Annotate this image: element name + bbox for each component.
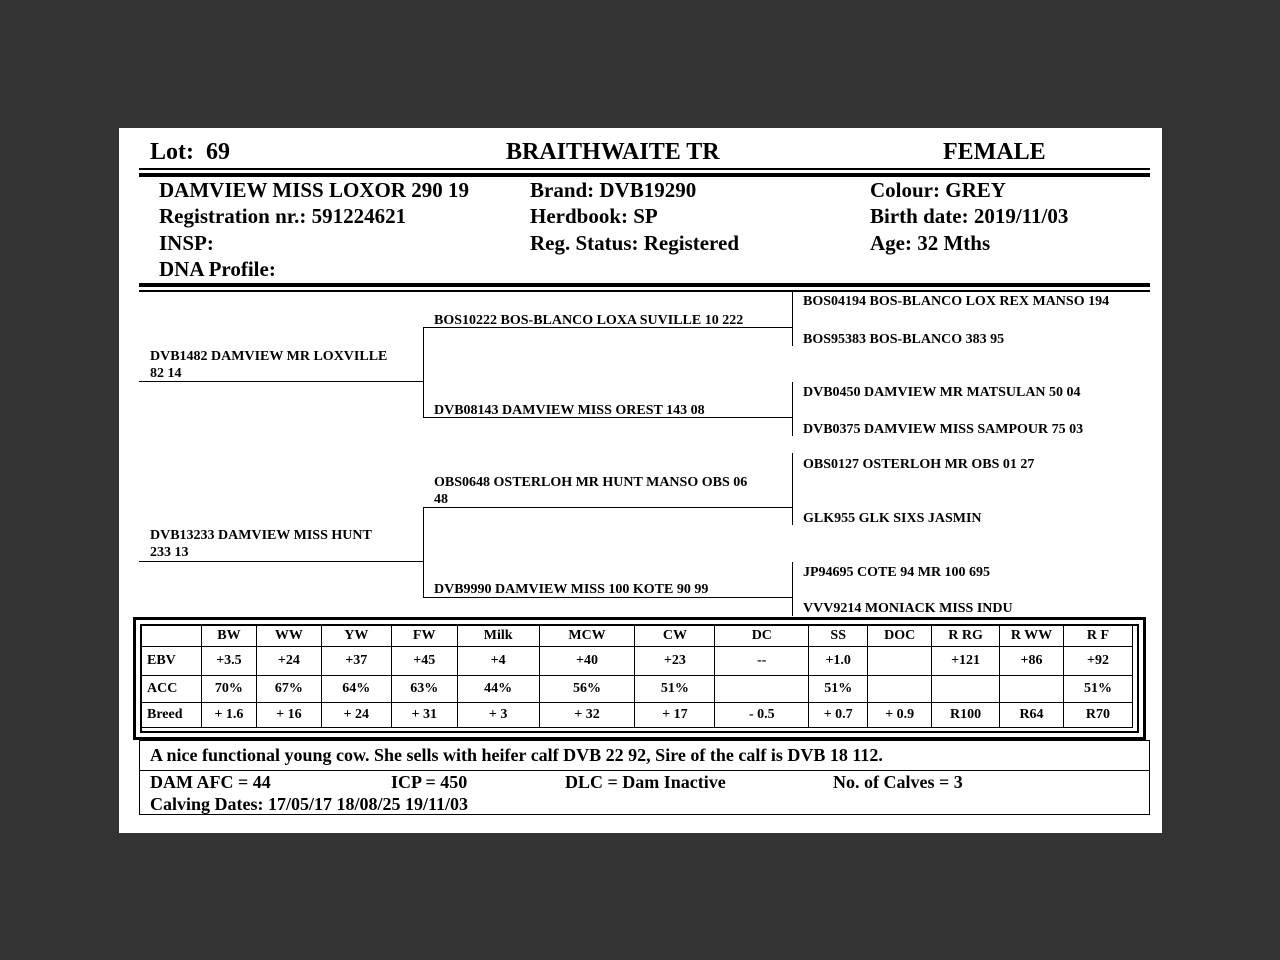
brand: Brand: DVB19290 (530, 178, 697, 202)
ebv-header-cell: MCW (539, 625, 635, 647)
dam-info-box (139, 770, 1150, 815)
breed-cell: R64 (1000, 703, 1064, 728)
ebv-cell: +3.5 (201, 647, 256, 676)
acc-cell: 44% (457, 676, 539, 703)
ebv-header-cell: DOC (868, 625, 932, 647)
ebv-cell (868, 647, 932, 676)
ebv-cell: +37 (321, 647, 391, 676)
reg-status: Reg. Status: Registered (530, 231, 739, 255)
breed-cell: R100 (932, 703, 1000, 728)
acc-cell (1000, 676, 1064, 703)
age: Age: 32 Mths (870, 231, 991, 255)
dam-sire-line-2: 48 (434, 492, 448, 507)
acc-cell: 70% (201, 676, 256, 703)
acc-cell (715, 676, 809, 703)
sire (150, 348, 387, 382)
ebv-cell: +40 (539, 647, 635, 676)
animal-name: DAMVIEW MISS LOXOR 290 19 (159, 178, 469, 202)
ebv-header-cell: SS (809, 625, 868, 647)
ebv-header-cell: CW (635, 625, 715, 647)
ebv-table-frame (133, 617, 1146, 740)
breed-cell: + 1.6 (201, 703, 256, 728)
ebv-cell: +4 (457, 647, 539, 676)
ebv-cell: +1.0 (809, 647, 868, 676)
dam-dam: DVB9990 DAMVIEW MISS 100 KOTE 90 99 (434, 582, 709, 597)
insp-field: INSP: (159, 231, 214, 255)
acc-cell: 56% (539, 676, 635, 703)
comment-text: A nice functional young cow. She sells with heifer calf DVB 22 92, Sire of the calf is DVB 18 112. (150, 745, 883, 765)
breed-cell: + 16 (256, 703, 321, 728)
icp: ICP = 450 (391, 772, 468, 792)
acc-cell: 51% (809, 676, 868, 703)
ebv-header-cell: R RG (932, 625, 1000, 647)
sire-line-2: 82 14 (150, 366, 182, 381)
ebv-row (141, 647, 1133, 676)
breed-cell: + 0.9 (868, 703, 932, 728)
sd-dam: DVB0375 DAMVIEW MISS SAMPOUR 75 03 (803, 422, 1084, 437)
dam-line-2: 233 13 (150, 545, 189, 560)
acc-row-label: ACC (141, 676, 202, 703)
comment-box (139, 740, 1150, 771)
ebv-header-cell: R WW (1000, 625, 1064, 647)
sire-dam: DVB08143 DAMVIEW MISS OREST 143 08 (434, 403, 705, 418)
breed-cell: + 3 (457, 703, 539, 728)
breed-cell: + 24 (321, 703, 391, 728)
info-divider (139, 290, 1150, 292)
breeder-name: BRAITHWAITE TR (506, 139, 720, 165)
ebv-cell: +92 (1063, 647, 1132, 676)
registration-number: Registration nr.: 591224621 (159, 204, 407, 228)
dam (150, 527, 372, 561)
ebv-header-cell: R F (1063, 625, 1132, 647)
ss-dam: BOS95383 BOS-BLANCO 383 95 (803, 332, 1005, 347)
info-divider-thick (139, 283, 1150, 287)
ebv-cell: +121 (932, 647, 1000, 676)
ebv-header-cell: BW (201, 625, 256, 647)
lot-number: 69 (206, 139, 230, 165)
breed-cell: + 31 (391, 703, 457, 728)
ebv-table (140, 624, 1133, 728)
calves-count: No. of Calves = 3 (833, 772, 963, 792)
acc-cell (868, 676, 932, 703)
sire-line-1: DVB1482 DAMVIEW MR LOXVILLE (150, 349, 388, 364)
ebv-cell: +45 (391, 647, 457, 676)
ebv-row-label: EBV (141, 647, 202, 676)
acc-cell: 63% (391, 676, 457, 703)
sd-sire: DVB0450 DAMVIEW MR MATSULAN 50 04 (803, 385, 1081, 400)
acc-cell: 51% (1063, 676, 1132, 703)
ebv-cell: +24 (256, 647, 321, 676)
breed-cell: - 0.5 (715, 703, 809, 728)
ds-dam: GLK955 GLK SIXS JASMIN (803, 511, 982, 526)
ebv-header-cell: WW (256, 625, 321, 647)
header-divider-thick (139, 173, 1150, 177)
dd-sire: JP94695 COTE 94 MR 100 695 (803, 565, 991, 580)
sire-sire: BOS10222 BOS-BLANCO LOXA SUVILLE 10 222 (434, 313, 744, 328)
ebv-cell: -- (715, 647, 809, 676)
breed-cell: + 32 (539, 703, 635, 728)
header-divider (139, 168, 1150, 170)
breed-cell: + 17 (635, 703, 715, 728)
breed-cell: R70 (1063, 703, 1132, 728)
dd-dam: VVV9214 MONIACK MISS INDU (803, 601, 1013, 616)
dlc: DLC = Dam Inactive (565, 772, 726, 792)
breed-row-label: Breed (141, 703, 202, 728)
dam-sire-line-1: OBS0648 OSTERLOH MR HUNT MANSO OBS 06 (434, 475, 748, 490)
dam-line-1: DVB13233 DAMVIEW MISS HUNT (150, 528, 372, 543)
birth-date: Birth date: 2019/11/03 (870, 204, 1069, 228)
ebv-cell: +23 (635, 647, 715, 676)
ebv-header-cell (141, 625, 202, 647)
lot-card (119, 128, 1162, 833)
breed-cell: + 0.7 (809, 703, 868, 728)
acc-cell (932, 676, 1000, 703)
ebv-header-cell: YW (321, 625, 391, 647)
herdbook: Herdbook: SP (530, 204, 658, 228)
ds-sire: OBS0127 OSTERLOH MR OBS 01 27 (803, 457, 1035, 472)
ebv-cell: +86 (1000, 647, 1064, 676)
acc-cell: 67% (256, 676, 321, 703)
lot-label: Lot: (150, 139, 194, 165)
breed-row (141, 703, 1133, 728)
sex-label: FEMALE (943, 139, 1046, 165)
acc-cell: 64% (321, 676, 391, 703)
lot-label-group (150, 139, 230, 166)
calving-dates: Calving Dates: 17/05/17 18/08/25 19/11/03 (150, 794, 469, 814)
acc-row (141, 676, 1133, 703)
ebv-header-cell: Milk (457, 625, 539, 647)
dam-afc: DAM AFC = 44 (150, 772, 271, 792)
dam-sire (434, 474, 747, 508)
ebv-header-cell: FW (391, 625, 457, 647)
ss-sire: BOS04194 BOS-BLANCO LOX REX MANSO 194 (803, 294, 1110, 309)
colour: Colour: GREY (870, 178, 1006, 202)
acc-cell: 51% (635, 676, 715, 703)
ebv-header-row (141, 625, 1133, 647)
ebv-header-cell: DC (715, 625, 809, 647)
dna-profile: DNA Profile: (159, 257, 276, 281)
